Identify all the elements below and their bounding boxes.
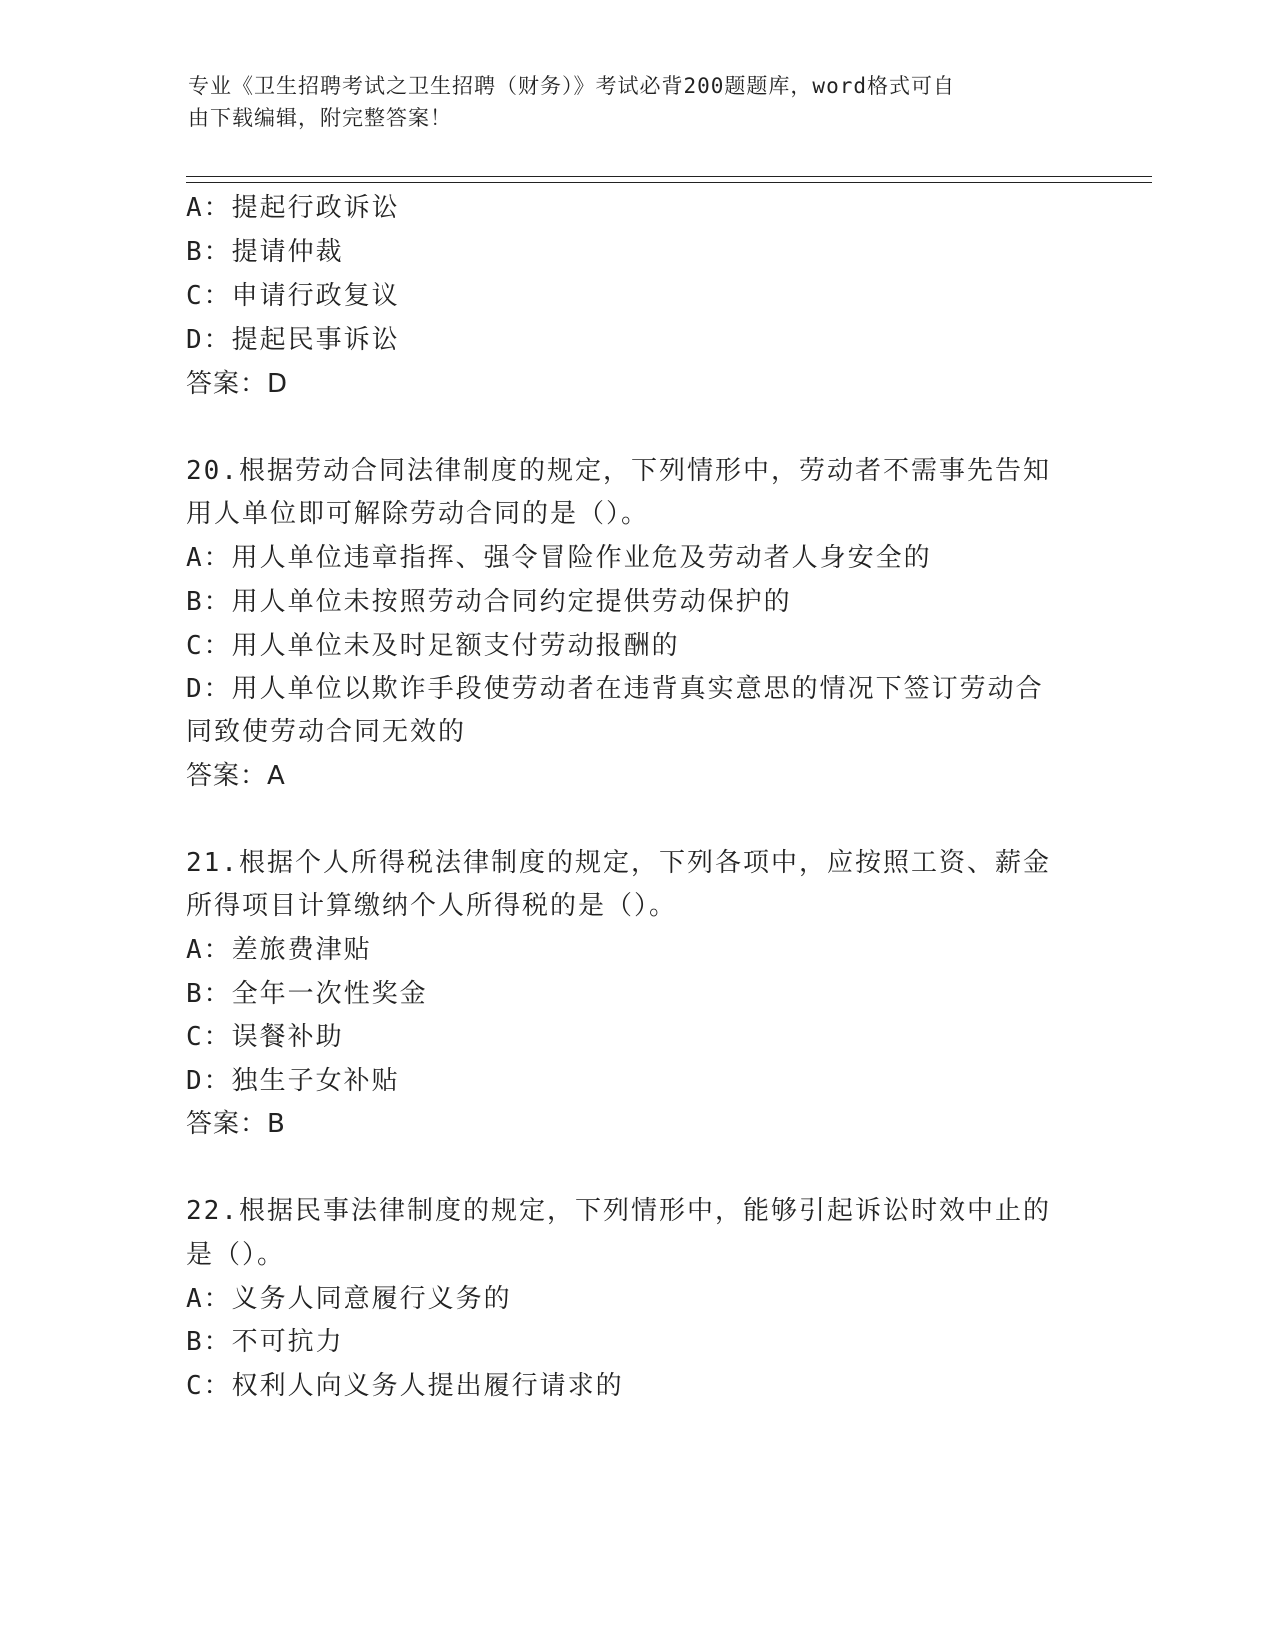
header-rule-bottom (186, 182, 1152, 183)
q19-answer: 答案：D (186, 369, 289, 399)
document-header (188, 70, 1068, 134)
q21-option-a: A：差旅费津贴 (186, 935, 372, 965)
header-rule-top (186, 176, 1152, 177)
q20-stem-line-1: 20.根据劳动合同法律制度的规定，下列情形中，劳动者不需事先告知 (186, 456, 1051, 486)
q19-option-a: A：提起行政诉讼 (186, 193, 400, 223)
q19-option-d: D：提起民事诉讼 (186, 325, 400, 355)
q22-stem-line-1: 22.根据民事法律制度的规定，下列情形中，能够引起诉讼时效中止的 (186, 1196, 1051, 1226)
q20-option-a: A：用人单位违章指挥、强令冒险作业危及劳动者人身安全的 (186, 543, 932, 573)
q20-option-d: D：用人单位以欺诈手段使劳动者在违背真实意思的情况下签订劳动合 (186, 674, 1044, 704)
q21-stem-line-1: 21.根据个人所得税法律制度的规定，下列各项中，应按照工资、薪金 (186, 848, 1051, 878)
q20-stem-line-2: 用人单位即可解除劳动合同的是（）。 (186, 499, 650, 529)
q19-option-c: C：申请行政复议 (186, 281, 400, 311)
q20-option-c: C：用人单位未及时足额支付劳动报酬的 (186, 631, 680, 661)
q19-option-b: B：提请仲裁 (186, 237, 344, 267)
q22-stem-line-2: 是（）。 (186, 1240, 286, 1270)
q20-option-d-continued: 同致使劳动合同无效的 (186, 717, 467, 747)
q21-option-b: B：全年一次性奖金 (186, 979, 428, 1009)
header-line-1: 专业《卫生招聘考试之卫生招聘（财务）》考试必背200题题库，word格式可自 (188, 74, 955, 98)
q22-option-a: A：义务人同意履行义务的 (186, 1284, 512, 1314)
q22-option-b: B：不可抗力 (186, 1327, 344, 1357)
q21-option-c: C：误餐补助 (186, 1022, 344, 1052)
q22-option-c: C：权利人向义务人提出履行请求的 (186, 1371, 624, 1401)
q21-answer: 答案：B (186, 1109, 286, 1139)
q21-stem-line-2: 所得项目计算缴纳个人所得税的是（）。 (186, 891, 678, 921)
q20-answer: 答案：A (186, 761, 286, 791)
q20-option-b: B：用人单位未按照劳动合同约定提供劳动保护的 (186, 587, 792, 617)
q21-option-d: D：独生子女补贴 (186, 1066, 400, 1096)
header-line-2: 由下载编辑，附完整答案！ (188, 106, 452, 130)
